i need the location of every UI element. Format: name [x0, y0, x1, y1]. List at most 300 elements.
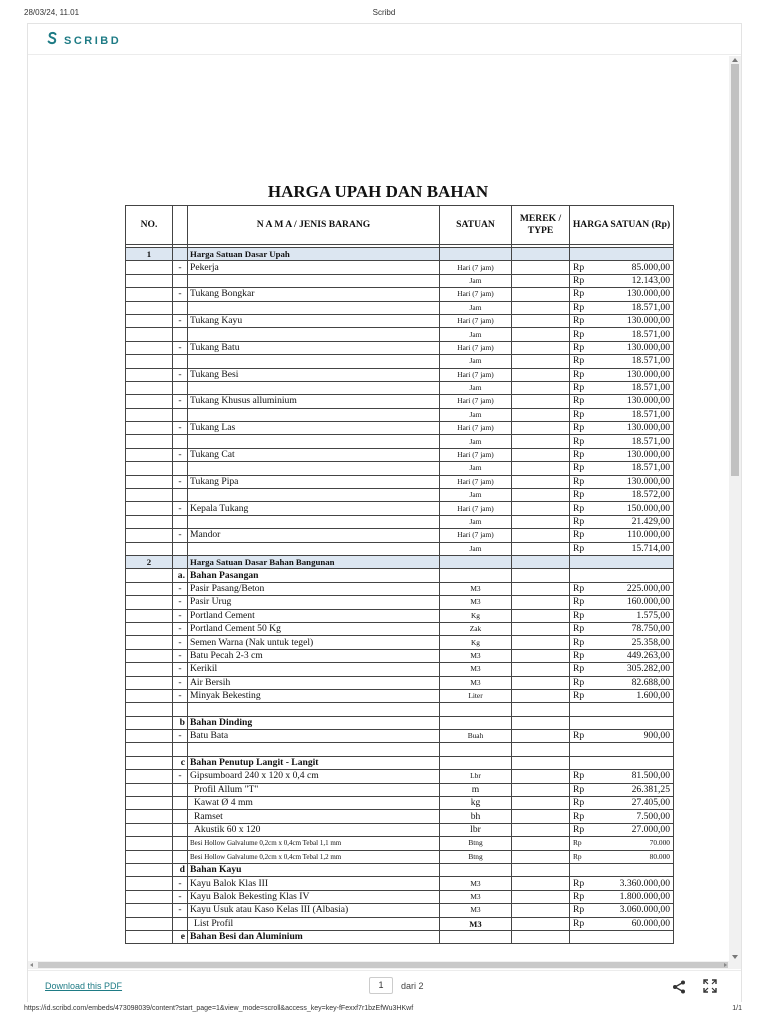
print-header	[24, 8, 744, 22]
row-number	[126, 930, 173, 943]
item-price: 900,00	[596, 730, 674, 743]
table-row	[126, 435, 674, 448]
row-number	[126, 703, 173, 716]
row-number	[126, 863, 173, 876]
item-merek	[512, 890, 570, 903]
item-satuan: Kg	[440, 609, 512, 622]
item-satuan: M3	[440, 663, 512, 676]
row-dash: -	[173, 890, 188, 903]
price-table	[125, 205, 674, 944]
row-number	[126, 328, 173, 341]
row-number	[126, 730, 173, 743]
item-merek	[512, 355, 570, 368]
table-row	[126, 328, 674, 341]
item-satuan: Jam	[440, 381, 512, 394]
section-row	[126, 555, 674, 568]
row-number	[126, 529, 173, 542]
row-number	[126, 368, 173, 381]
table-row	[126, 314, 674, 327]
row-number	[126, 489, 173, 502]
item-name	[188, 274, 440, 287]
table-header-row	[126, 206, 674, 245]
row-dash	[173, 381, 188, 394]
table-row	[126, 730, 674, 743]
item-name	[188, 435, 440, 448]
row-satuan	[440, 716, 512, 729]
item-merek	[512, 448, 570, 461]
currency-label: Rp	[570, 596, 596, 609]
currency-label: Rp	[570, 797, 596, 810]
row-number	[126, 743, 173, 756]
item-name: Semen Warna (Nak untuk tegel)	[188, 636, 440, 649]
item-name: Kawat Ø 4 mm	[188, 797, 440, 810]
item-price: 1.575,00	[596, 609, 674, 622]
item-price: 130.000,00	[596, 475, 674, 488]
row-dash	[173, 462, 188, 475]
currency-label: Rp	[570, 489, 596, 502]
row-number	[126, 462, 173, 475]
item-merek	[512, 636, 570, 649]
item-merek	[512, 783, 570, 796]
item-price: 12.143,00	[596, 274, 674, 287]
item-merek	[512, 301, 570, 314]
item-name: Tukang Besi	[188, 368, 440, 381]
currency-label: Rp	[570, 676, 596, 689]
row-number	[126, 770, 173, 783]
row-merek	[512, 930, 570, 943]
item-price: 18.571,00	[596, 355, 674, 368]
currency-label: Rp	[570, 301, 596, 314]
item-price: 18.571,00	[596, 328, 674, 341]
item-merek	[512, 797, 570, 810]
table-row	[126, 422, 674, 435]
item-name	[188, 381, 440, 394]
item-price: 130.000,00	[596, 314, 674, 327]
row-number	[126, 904, 173, 917]
currency-label: Rp	[570, 542, 596, 555]
item-price: 25.358,00	[596, 636, 674, 649]
row-dash: -	[173, 596, 188, 609]
item-merek	[512, 435, 570, 448]
row-satuan	[440, 248, 512, 261]
item-name: Pasir Urug	[188, 596, 440, 609]
section-row	[126, 248, 674, 261]
row-number	[126, 341, 173, 354]
currency-label: Rp	[570, 314, 596, 327]
row-dash: -	[173, 368, 188, 381]
item-price: 160.000,00	[596, 596, 674, 609]
row-rp	[570, 743, 596, 756]
item-satuan: Lbr	[440, 770, 512, 783]
subsection-title: Bahan Penutup Langit - Langit	[188, 756, 440, 769]
item-name: Besi Hollow Galvalume 0,2cm x 0,4cm Tebal 1,2 mm	[188, 850, 440, 863]
download-pdf-link[interactable]: Download this PDF	[45, 981, 123, 991]
item-price: 150.000,00	[596, 502, 674, 515]
row-number	[126, 649, 173, 662]
item-merek	[512, 475, 570, 488]
table-row	[126, 649, 674, 662]
table-row	[126, 850, 674, 863]
row-number	[126, 676, 173, 689]
row-number	[126, 301, 173, 314]
item-satuan: M3	[440, 904, 512, 917]
row-value	[596, 248, 674, 261]
scroll-down-icon[interactable]	[732, 955, 738, 959]
item-price: 130.000,00	[596, 448, 674, 461]
row-dash: -	[173, 649, 188, 662]
row-number	[126, 314, 173, 327]
item-name: Portland Cement 50 Kg	[188, 622, 440, 635]
row-satuan	[440, 569, 512, 582]
item-satuan: Jam	[440, 489, 512, 502]
currency-label: Rp	[570, 770, 596, 783]
row-dash: -	[173, 502, 188, 515]
table-row	[126, 381, 674, 394]
item-name: Kerikil	[188, 663, 440, 676]
currency-label: Rp	[570, 689, 596, 702]
row-dash	[173, 301, 188, 314]
row-number	[126, 515, 173, 528]
row-number	[126, 261, 173, 274]
row-dash	[173, 435, 188, 448]
item-price: 130.000,00	[596, 422, 674, 435]
item-name: Kayu Balok Bekesting Klas IV	[188, 890, 440, 903]
item-name: Tukang Kayu	[188, 314, 440, 327]
item-price: 15.714,00	[596, 542, 674, 555]
table-row	[126, 368, 674, 381]
subsection-title: Bahan Kayu	[188, 863, 440, 876]
row-number	[126, 716, 173, 729]
row-number	[126, 596, 173, 609]
currency-label: Rp	[570, 783, 596, 796]
row-number	[126, 288, 173, 301]
row-number	[126, 877, 173, 890]
item-merek	[512, 850, 570, 863]
row-dash	[173, 328, 188, 341]
item-name: Ramset	[188, 810, 440, 823]
item-price: 18.572,00	[596, 489, 674, 502]
item-name	[188, 515, 440, 528]
item-satuan: Jam	[440, 515, 512, 528]
item-price: 81.500,00	[596, 770, 674, 783]
currency-label: Rp	[570, 341, 596, 354]
row-satuan	[440, 863, 512, 876]
item-name: Besi Hollow Galvalume 0,2cm x 0,4cm Tebal 1,1 mm	[188, 837, 440, 850]
item-satuan: Hari (7 jam)	[440, 341, 512, 354]
currency-label: Rp	[570, 529, 596, 542]
item-name: Air Bersih	[188, 676, 440, 689]
item-satuan: Btng	[440, 837, 512, 850]
item-name	[188, 542, 440, 555]
item-price: 3.060.000,00	[596, 904, 674, 917]
item-satuan: Hari (7 jam)	[440, 475, 512, 488]
row-dash	[173, 810, 188, 823]
scribd-viewer	[27, 23, 742, 1002]
row-number	[126, 756, 173, 769]
item-merek	[512, 489, 570, 502]
row-dash	[173, 274, 188, 287]
item-satuan: bh	[440, 810, 512, 823]
item-name: Tukang Las	[188, 422, 440, 435]
item-name: Gipsumboard 240 x 120 x 0,4 cm	[188, 770, 440, 783]
scribd-logo-text: SCRIBD	[64, 34, 122, 47]
print-url: https://id.scribd.com/embeds/473098039/content?start_page=1&view_mode=scroll&access_key=key-fFexxf7r1bzEfWu3HKwf	[24, 1005, 414, 1012]
item-satuan: Hari (7 jam)	[440, 422, 512, 435]
item-satuan: m	[440, 783, 512, 796]
subsection-letter: c	[173, 756, 188, 769]
row-number: 1	[126, 248, 173, 261]
table-row	[126, 301, 674, 314]
table-row	[126, 877, 674, 890]
blank-row	[126, 703, 674, 716]
item-merek	[512, 622, 570, 635]
row-number	[126, 636, 173, 649]
table-row	[126, 917, 674, 930]
item-name: Tukang Bongkar	[188, 288, 440, 301]
row-rp	[570, 863, 596, 876]
row-dash	[173, 248, 188, 261]
subsection-letter: a.	[173, 569, 188, 582]
row-number	[126, 395, 173, 408]
item-satuan: M3	[440, 877, 512, 890]
row-dash	[173, 823, 188, 836]
item-price: 18.571,00	[596, 435, 674, 448]
table-row	[126, 609, 674, 622]
row-dash	[173, 743, 188, 756]
row-merek	[512, 743, 570, 756]
scribd-logo[interactable]	[45, 31, 121, 50]
table-row	[126, 515, 674, 528]
currency-label: Rp	[570, 355, 596, 368]
row-number	[126, 850, 173, 863]
item-name: List Profil	[188, 917, 440, 930]
row-number	[126, 422, 173, 435]
item-merek	[512, 596, 570, 609]
subsection-row	[126, 569, 674, 582]
item-merek	[512, 676, 570, 689]
document-page	[28, 64, 728, 960]
subsection-letter: b	[173, 716, 188, 729]
row-satuan	[440, 703, 512, 716]
print-title: Scribd	[372, 8, 396, 17]
item-price: 449.263,00	[596, 649, 674, 662]
item-name: Kayu Usuk atau Kaso Kelas III (Albasia)	[188, 904, 440, 917]
row-number	[126, 355, 173, 368]
item-price: 18.571,00	[596, 381, 674, 394]
row-value	[596, 716, 674, 729]
row-number	[126, 837, 173, 850]
table-row	[126, 582, 674, 595]
header-nama: N A M A / JENIS BARANG	[188, 206, 440, 245]
table-row	[126, 810, 674, 823]
item-satuan: Kg	[440, 636, 512, 649]
item-name: Kayu Balok Klas III	[188, 877, 440, 890]
row-dash	[173, 542, 188, 555]
item-price: 70.000	[596, 837, 674, 850]
viewer-bottombar	[28, 970, 741, 1002]
row-dash: -	[173, 636, 188, 649]
item-merek	[512, 877, 570, 890]
item-name	[188, 489, 440, 502]
row-number	[126, 502, 173, 515]
expand-icon[interactable]	[703, 979, 717, 1000]
currency-label: Rp	[570, 368, 596, 381]
table-row	[126, 529, 674, 542]
item-merek	[512, 502, 570, 515]
row-number	[126, 569, 173, 582]
row-dash	[173, 515, 188, 528]
page-navigator	[369, 977, 424, 994]
currency-label: Rp	[570, 274, 596, 287]
table-row	[126, 261, 674, 274]
currency-label: Rp	[570, 823, 596, 836]
section-title: Harga Satuan Dasar Upah	[188, 248, 440, 261]
row-number	[126, 797, 173, 810]
subsection-row	[126, 756, 674, 769]
item-merek	[512, 462, 570, 475]
item-merek	[512, 663, 570, 676]
item-price: 225.000,00	[596, 582, 674, 595]
row-dash	[173, 850, 188, 863]
row-number	[126, 810, 173, 823]
row-number	[126, 622, 173, 635]
subsection-title: Bahan Dinding	[188, 716, 440, 729]
table-row	[126, 663, 674, 676]
item-price: 27.000,00	[596, 823, 674, 836]
scroll-right-icon[interactable]	[724, 963, 727, 967]
row-number	[126, 689, 173, 702]
item-satuan: kg	[440, 797, 512, 810]
table-row	[126, 636, 674, 649]
subsection-row	[126, 930, 674, 943]
row-satuan	[440, 756, 512, 769]
horizontal-scrollbar[interactable]	[28, 961, 741, 969]
item-price: 27.405,00	[596, 797, 674, 810]
vertical-scrollbar[interactable]	[729, 56, 741, 961]
item-price: 26.381,25	[596, 783, 674, 796]
table-row	[126, 502, 674, 515]
row-number	[126, 274, 173, 287]
row-merek	[512, 756, 570, 769]
vertical-scroll-thumb[interactable]	[731, 64, 739, 476]
row-dash: -	[173, 582, 188, 595]
scroll-left-icon[interactable]	[30, 963, 33, 967]
print-datetime: 28/03/24, 11.01	[24, 8, 80, 17]
currency-label: Rp	[570, 435, 596, 448]
item-merek	[512, 823, 570, 836]
section-title: Harga Satuan Dasar Bahan Bangunan	[188, 555, 440, 568]
row-number	[126, 381, 173, 394]
item-satuan: Btng	[440, 850, 512, 863]
currency-label: Rp	[570, 261, 596, 274]
currency-label: Rp	[570, 288, 596, 301]
item-price: 60.000,00	[596, 917, 674, 930]
item-merek	[512, 422, 570, 435]
row-dash: -	[173, 529, 188, 542]
currency-label: Rp	[570, 850, 596, 863]
table-row	[126, 341, 674, 354]
currency-label: Rp	[570, 622, 596, 635]
item-merek	[512, 368, 570, 381]
item-satuan: Hari (7 jam)	[440, 502, 512, 515]
row-value	[596, 703, 674, 716]
currency-label: Rp	[570, 328, 596, 341]
row-dash: -	[173, 609, 188, 622]
currency-label: Rp	[570, 462, 596, 475]
row-satuan	[440, 930, 512, 943]
item-merek	[512, 341, 570, 354]
row-rp	[570, 716, 596, 729]
table-row	[126, 489, 674, 502]
row-dash: -	[173, 689, 188, 702]
item-satuan: Jam	[440, 408, 512, 421]
horizontal-scroll-thumb[interactable]	[38, 962, 728, 968]
row-satuan	[440, 555, 512, 568]
item-name	[188, 328, 440, 341]
currency-label: Rp	[570, 877, 596, 890]
table-row	[126, 448, 674, 461]
table-row	[126, 837, 674, 850]
item-merek	[512, 649, 570, 662]
row-number	[126, 582, 173, 595]
row-rp	[570, 248, 596, 261]
item-price: 130.000,00	[596, 341, 674, 354]
item-satuan: M3	[440, 917, 512, 930]
item-merek	[512, 770, 570, 783]
scroll-up-icon[interactable]	[732, 58, 738, 62]
row-merek	[512, 569, 570, 582]
row-value	[596, 863, 674, 876]
table-row	[126, 395, 674, 408]
table-row	[126, 890, 674, 903]
row-merek	[512, 703, 570, 716]
item-satuan: M3	[440, 649, 512, 662]
item-satuan: Jam	[440, 301, 512, 314]
row-number	[126, 408, 173, 421]
item-name: Tukang Cat	[188, 448, 440, 461]
item-satuan: Zak	[440, 622, 512, 635]
table-row	[126, 676, 674, 689]
subsection-title: Bahan Pasangan	[188, 569, 440, 582]
item-price: 130.000,00	[596, 368, 674, 381]
share-icon[interactable]	[671, 979, 687, 1000]
item-price: 18.571,00	[596, 301, 674, 314]
row-value	[596, 756, 674, 769]
item-name: Profil Allum "T"	[188, 783, 440, 796]
item-merek	[512, 917, 570, 930]
item-name: Akustik 60 x 120	[188, 823, 440, 836]
currency-label: Rp	[570, 649, 596, 662]
item-satuan: M3	[440, 582, 512, 595]
table-row	[126, 462, 674, 475]
row-name	[188, 703, 440, 716]
row-merek	[512, 248, 570, 261]
currency-label: Rp	[570, 502, 596, 515]
item-merek	[512, 408, 570, 421]
row-dash: -	[173, 341, 188, 354]
subsection-letter: e	[173, 930, 188, 943]
page-number-input[interactable]: 1	[369, 977, 393, 994]
item-name: Batu Pecah 2-3 cm	[188, 649, 440, 662]
item-satuan: Hari (7 jam)	[440, 261, 512, 274]
row-dash: -	[173, 676, 188, 689]
item-satuan: Jam	[440, 328, 512, 341]
subsection-row	[126, 716, 674, 729]
row-dash: -	[173, 877, 188, 890]
item-merek	[512, 395, 570, 408]
row-dash: -	[173, 261, 188, 274]
row-value	[596, 569, 674, 582]
